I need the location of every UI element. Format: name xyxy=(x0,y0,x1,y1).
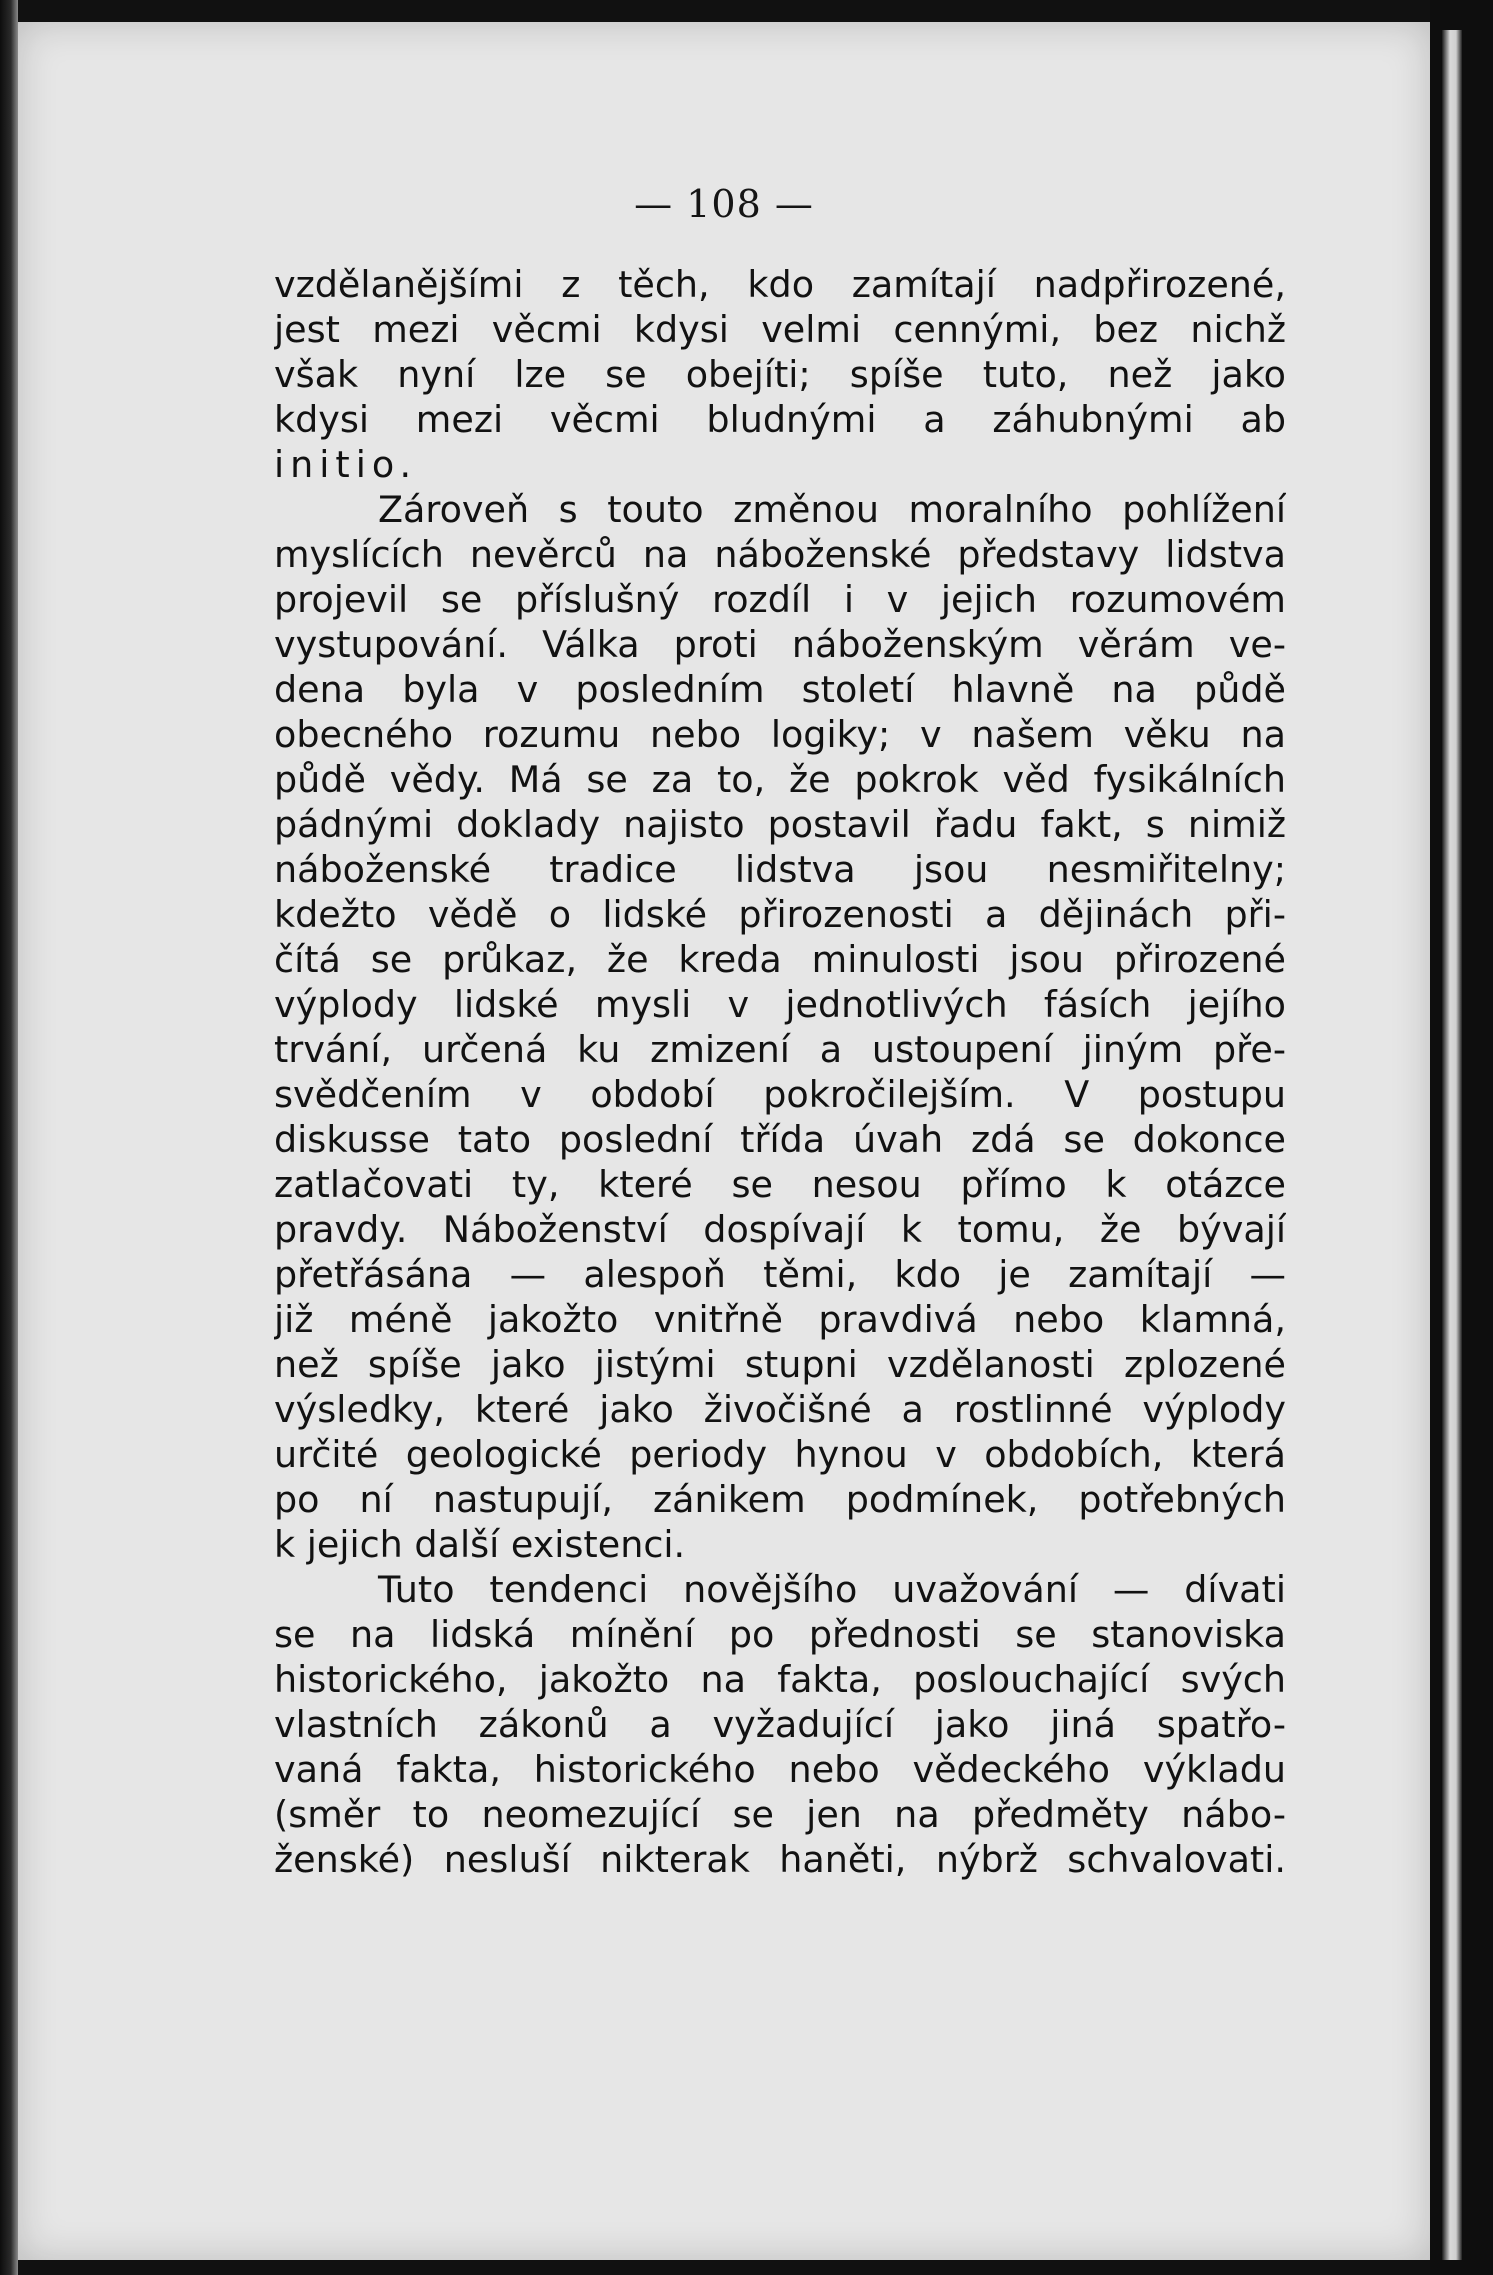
text-line: myslících nevěrců na náboženské představy lidstva xyxy=(274,533,1286,576)
text-line: pádnými doklady najisto postavil řadu fakt, s nimiž xyxy=(274,803,1286,846)
text-line: určité geologické periody hynou v obdobích, která xyxy=(274,1433,1286,1476)
text-line: již méně jakožto vnitřně pravdivá nebo klamná, xyxy=(274,1298,1286,1341)
text-line: čítá se průkaz, že kreda minulosti jsou přirozené xyxy=(274,938,1286,981)
text-line: ženské) nesluší nikterak haněti, nýbrž schvalovati. xyxy=(274,1838,1286,1881)
text-line: Zároveň s touto změnou moralního pohlížení xyxy=(378,488,1286,531)
text-line: přetřásána — alespoň těmi, kdo je zamítají — xyxy=(274,1253,1286,1296)
text-line: historického, jakožto na fakta, poslouchající svých xyxy=(274,1658,1286,1701)
text-line: vaná fakta, historického nebo vědeckého výkladu xyxy=(274,1748,1286,1791)
text-line: vystupování. Válka proti náboženským věrám ve- xyxy=(274,623,1286,666)
text-line: vlastních zákonů a vyžadující jako jiná spatřo- xyxy=(274,1703,1286,1746)
next-page-sliver xyxy=(1442,30,1462,2260)
text-line: kdysi mezi věcmi bludnými a záhubnými ab xyxy=(274,398,1286,441)
text-line: se na lidská mínění po přednosti se stanoviska xyxy=(274,1613,1286,1656)
text-line: vzdělanějšími z těch, kdo zamítají nadpřirozené, xyxy=(274,263,1286,306)
text-line: než spíše jako jistými stupni vzdělanosti zplozené xyxy=(274,1343,1286,1386)
text-line: jest mezi věcmi kdysi velmi cennými, bez nichž xyxy=(274,308,1286,351)
text-line: obecného rozumu nebo logiky; v našem věku na xyxy=(274,713,1286,756)
text-line: trvání, určená ku zmizení a ustoupení jiným pře- xyxy=(274,1028,1286,1071)
text-line: (směr to neomezující se jen na předměty nábo- xyxy=(274,1793,1286,1836)
text-line: Tuto tendenci novějšího uvažování — dívati xyxy=(378,1568,1286,1611)
text-line: půdě vědy. Má se za to, že pokrok věd fysikálních xyxy=(274,758,1286,801)
page-number: — 108 — xyxy=(634,182,814,226)
text-line: však nyní lze se obejíti; spíše tuto, než jako xyxy=(274,353,1286,396)
body-text xyxy=(274,262,1286,1882)
text-line: projevil se příslušný rozdíl i v jejich rozumovém xyxy=(274,578,1286,621)
text-line: zatlačovati ty, které se nesou přímo k otázce xyxy=(274,1163,1286,1206)
text-line: kdežto vědě o lidské přirozenosti a dějinách při- xyxy=(274,893,1286,936)
text-line: výsledky, které jako živočišné a rostlinné výplody xyxy=(274,1388,1286,1431)
text-line: initio. xyxy=(274,443,418,486)
text-line: náboženské tradice lidstva jsou nesmiřitelny; xyxy=(274,848,1286,891)
text-line: po ní nastupují, zánikem podmínek, potřebných xyxy=(274,1478,1286,1521)
right-page-edge xyxy=(1430,0,1493,2275)
text-line: svědčením v období pokročilejším. V postupu xyxy=(274,1073,1286,1116)
text-line: výplody lidské mysli v jednotlivých fásích jejího xyxy=(274,983,1286,1026)
text-line: dena byla v posledním století hlavně na půdě xyxy=(274,668,1286,711)
text-line: pravdy. Náboženství dospívají k tomu, že bývají xyxy=(274,1208,1286,1251)
text-line: diskusse tato poslední třída úvah zdá se dokonce xyxy=(274,1118,1286,1161)
text-line: k jejich další existenci. xyxy=(274,1523,686,1566)
left-binding-edge xyxy=(0,0,18,2275)
